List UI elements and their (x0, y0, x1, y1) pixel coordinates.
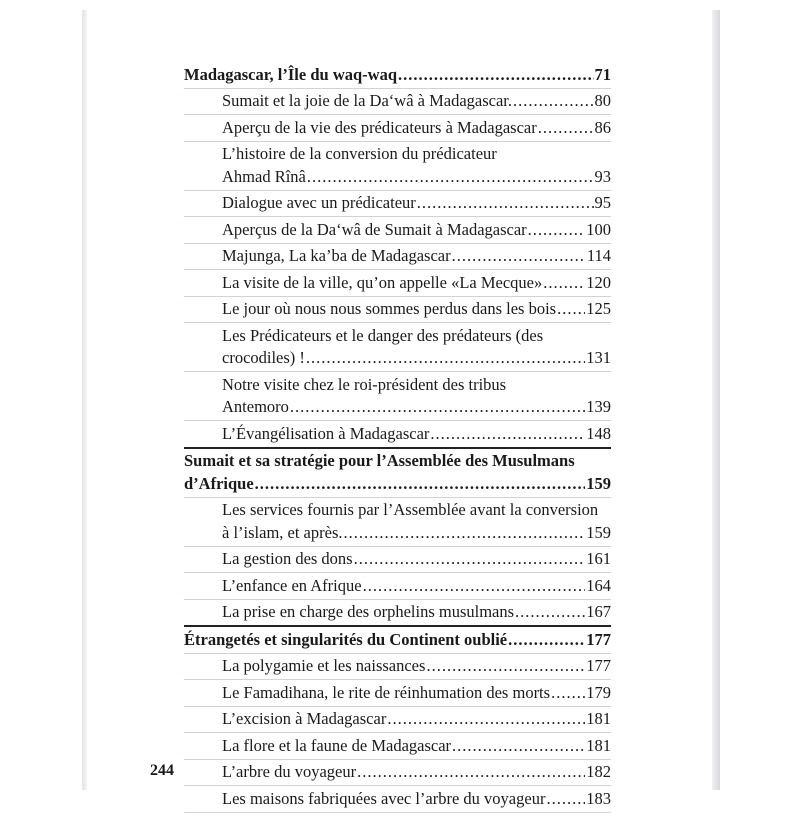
toc-entry-title: Sumait et la joie de la Da‘wâ à Madagascar. (222, 91, 513, 110)
toc-subentry (184, 654, 611, 681)
toc-subentry (184, 547, 611, 574)
dot-leader (551, 682, 585, 705)
dot-leader (398, 64, 594, 87)
dot-leader (515, 601, 585, 624)
toc-subentry (184, 244, 611, 271)
toc-entry-page: 159 (586, 522, 611, 542)
toc-entry-page: 183 (586, 788, 611, 808)
toc-entry-page: 93 (594, 166, 611, 186)
dot-leader (417, 192, 594, 215)
toc-entry-page: 80 (594, 91, 611, 110)
toc-entry-title: La polygamie et les naissances (222, 656, 426, 675)
toc-entry-page: 100 (586, 219, 611, 239)
toc-entry-title: La visite de la ville, qu’on appelle «La Mecque» (222, 272, 543, 292)
toc-entry-page: 164 (586, 575, 611, 595)
toc-subentry (184, 142, 611, 191)
dot-leader (357, 761, 585, 784)
dot-leader (557, 298, 585, 321)
toc-entry-title: Aperçu de la vie des prédicateurs à Madagascar (222, 117, 537, 137)
toc-entry-title: Antemoro (222, 397, 289, 416)
toc-subentry (184, 733, 611, 760)
toc-subentry (184, 760, 611, 787)
toc-subentry (184, 573, 611, 600)
toc-entry-title: Les maisons fabriquées avec l’arbre du voyageur (222, 788, 546, 808)
toc-entry-title: La flore et la faune de Madagascar (222, 735, 452, 755)
toc-section-entry (184, 62, 611, 89)
toc-entry-page: 181 (586, 735, 611, 755)
dot-leader (354, 548, 586, 571)
toc-entry-page: 86 (594, 117, 611, 137)
toc-entry-page: 139 (586, 397, 611, 416)
toc-entry-title-line: Les services fournis par l’Assemblée avant la conversion (222, 500, 599, 519)
toc-entry-title: Madagascar, l’Île du waq-waq (184, 64, 397, 84)
dot-leader (426, 655, 585, 678)
toc-subentry (184, 191, 611, 218)
toc-entry-title: La prise en charge des orphelins musulmans (222, 602, 515, 621)
toc-entry-page: 182 (586, 762, 611, 781)
toc-subentry (184, 600, 611, 628)
toc-entry-page: 148 (586, 423, 611, 443)
toc-entry-title: Dialogue avec un prédicateur (222, 193, 416, 212)
toc-entry-title: d’Afrique (184, 473, 254, 493)
toc-subentry (184, 270, 611, 297)
toc-entry-title-line: Notre visite chez le roi-président des tribus (222, 374, 507, 394)
toc-entry-page: 179 (586, 682, 611, 702)
dot-leader (255, 473, 586, 496)
dot-leader (344, 522, 586, 545)
toc-subentry (184, 421, 611, 449)
toc-subentry (184, 217, 611, 244)
toc-entry-page: 131 (586, 348, 611, 367)
toc-entry-title: L’excision à Madagascar (222, 709, 387, 728)
toc-subentry (184, 115, 611, 142)
toc-subentry (184, 680, 611, 707)
toc-entry-page: 114 (586, 246, 611, 265)
dot-leader (543, 272, 585, 295)
toc-subentry (184, 498, 611, 547)
dot-leader (528, 219, 586, 242)
toc-entry-title: Majunga, La ka’ba de Madagascar (222, 246, 451, 265)
dot-leader (508, 629, 585, 652)
toc-entry-page: 159 (586, 473, 611, 493)
dot-leader (290, 396, 585, 419)
toc-entry-page: 177 (586, 629, 611, 649)
toc-entry-title-line: Les Prédicateurs et le danger des prédateurs (des (222, 325, 544, 345)
toc-entry-page: 71 (594, 64, 611, 84)
dot-leader (387, 708, 585, 731)
toc-entry-title-line: L’histoire de la conversion du prédicateur (222, 144, 497, 163)
page-number: 244 (150, 762, 174, 779)
toc-entry-title: Le Famadihana, le rite de réinhumation des morts (222, 682, 551, 702)
toc-subentry (184, 707, 611, 734)
dot-leader (546, 788, 585, 811)
toc-entry-title-line: Sumait et sa stratégie pour l’Assemblée des Musulmans (184, 451, 575, 470)
dot-leader (452, 735, 585, 758)
toc-entry-title: à l’islam, et après. (222, 522, 343, 542)
table-of-contents (184, 62, 611, 813)
toc-entry-title: Étrangetés et singularités du Continent oublié (184, 629, 508, 649)
toc-section-entry (184, 449, 611, 498)
dot-leader (430, 423, 585, 446)
toc-entry-page: 177 (586, 656, 611, 675)
dot-leader (363, 575, 586, 598)
toc-entry-page: 95 (594, 193, 611, 212)
toc-entry-title: Le jour où nous nous sommes perdus dans les bois (222, 299, 557, 318)
toc-entry-page: 167 (586, 602, 611, 621)
toc-entry-title: L’arbre du voyageur (222, 762, 357, 781)
toc-entry-title: La gestion des dons (222, 549, 353, 568)
dot-leader (513, 90, 593, 113)
page-gutter-left (82, 10, 87, 790)
toc-subentry (184, 372, 611, 421)
page-gutter-right (712, 10, 720, 790)
toc-subentry (184, 786, 611, 813)
toc-entry-page: 181 (586, 709, 611, 728)
toc-entry-title: Ahmad Rînâ (222, 166, 306, 186)
dot-leader (538, 117, 594, 140)
toc-entry-title: crocodiles) ! (222, 348, 305, 367)
toc-entry-title: Aperçus de la Da‘wâ de Sumait à Madagascar (222, 219, 527, 239)
toc-entry-page: 120 (586, 272, 611, 292)
toc-entry-page: 161 (586, 549, 611, 568)
toc-section-entry (184, 627, 611, 654)
toc-subentry (184, 297, 611, 324)
dot-leader (306, 347, 585, 370)
toc-subentry (184, 323, 611, 372)
toc-entry-page: 125 (586, 299, 611, 318)
toc-entry-title: L’Évangélisation à Madagascar (222, 423, 430, 443)
toc-subentry (184, 89, 611, 116)
toc-entry-title: L’enfance en Afrique (222, 575, 362, 595)
dot-leader (307, 166, 594, 189)
dot-leader (452, 245, 586, 268)
